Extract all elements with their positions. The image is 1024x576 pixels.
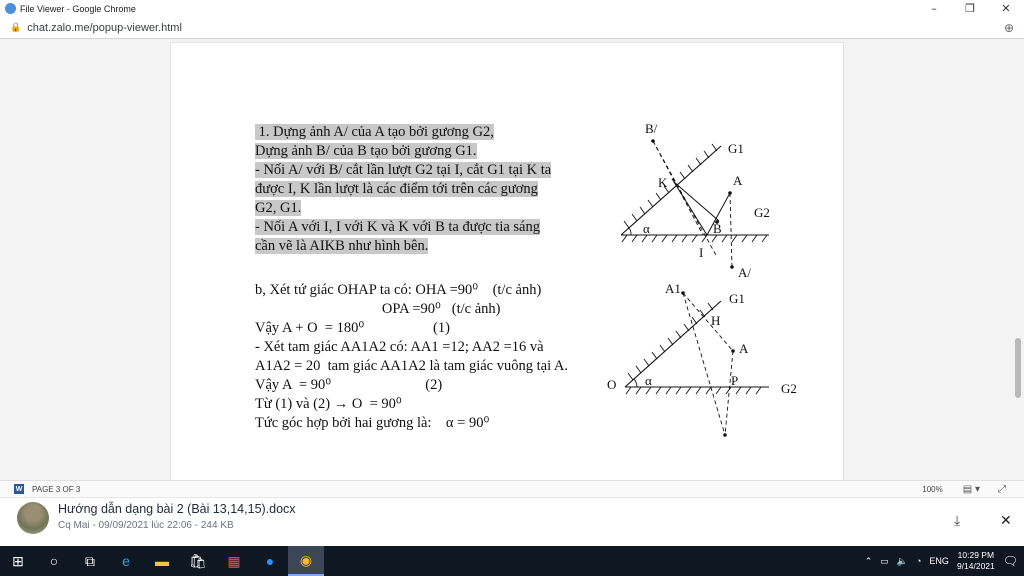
label-g2: G2 <box>754 205 770 220</box>
doc-line: Tức góc hợp bởi hai gương là: α = 90⁰ <box>255 415 490 431</box>
close-window-button[interactable]: ✕ <box>1001 2 1011 15</box>
label-a: A <box>739 341 749 356</box>
dashed-a1-a <box>683 293 733 351</box>
window-title: File Viewer - Google Chrome <box>20 3 136 14</box>
zoom-app-icon[interactable]: ● <box>265 553 275 569</box>
file-meta: Cq Mai - 09/09/2021 lúc 22:06 - 244 KB <box>58 520 234 531</box>
label-b: B <box>713 221 722 236</box>
doc-line: G2, G1. <box>255 200 302 216</box>
minimize-button[interactable]: – <box>931 2 937 15</box>
doc-line: b, Xét tứ giác OHAP ta có: OHA =90⁰ (t/c ảnh) <box>255 282 542 298</box>
file-name: Hướng dẫn dạng bài 2 (Bài 13,14,15).docx <box>58 502 296 516</box>
zoom-icon[interactable]: ⊕ <box>1003 20 1014 35</box>
battery-icon[interactable]: ▭ <box>880 555 889 566</box>
zoom-level[interactable]: 100% <box>922 484 943 494</box>
close-icon[interactable]: ✕ <box>1000 512 1012 528</box>
ray-k-b <box>674 182 719 221</box>
label-bprime: B/ <box>645 121 658 136</box>
address-bar <box>0 17 1024 39</box>
page-info: PAGE 3 OF 3 <box>32 484 81 494</box>
viewer-statusbar <box>0 480 1024 497</box>
label-g1: G1 <box>728 141 744 156</box>
doc-line: Vậy A + O = 180⁰ (1) <box>255 320 450 336</box>
mirror-g1-line <box>621 146 721 235</box>
zalo-app-icon <box>5 3 16 14</box>
point-a2 <box>723 433 727 437</box>
doc-line: Dựng ảnh B/ của B tạo bởi gương G1. <box>255 143 477 159</box>
task-view-icon[interactable]: ⧉ <box>85 552 95 569</box>
wifi-icon[interactable]: ◔ <box>915 556 922 566</box>
document-viewer[interactable] <box>0 40 1024 480</box>
tray-chevron-icon[interactable]: ⌃ <box>864 555 873 566</box>
label-g1: G1 <box>729 291 745 306</box>
notification-icon[interactable]: 🗨 <box>1002 554 1018 568</box>
doc-line: cần vẽ là AIKB như hình bên. <box>255 238 429 254</box>
part2-text <box>255 281 600 433</box>
system-tray <box>865 550 1024 572</box>
file-info-bar <box>0 497 1024 546</box>
lock-icon[interactable]: 🔒 <box>10 22 22 32</box>
fullscreen-icon[interactable]: ⤢ <box>998 483 1006 495</box>
doc-line: Từ (1) và (2) → O = 90⁰ <box>255 396 402 412</box>
point-a <box>731 349 735 353</box>
label-a: A <box>733 173 743 188</box>
avatar <box>17 502 49 534</box>
windows-start-icon[interactable]: ⊞ <box>12 552 24 569</box>
label-k: K <box>658 175 668 190</box>
doc-line: 1. Dựng ảnh A/ của A tạo bởi gương G2, <box>255 124 494 140</box>
doc-line: - Nối A/ với B/ cắt lần lượt G2 tại I, cắt G1 tại K ta <box>255 162 552 178</box>
doc-line: OPA =90⁰ (t/c ảnh) <box>255 301 501 317</box>
dashed-a-aprime <box>730 193 732 267</box>
app-icon[interactable]: ▦ <box>227 552 241 569</box>
part1-text <box>255 123 600 256</box>
label-g2: G2 <box>781 381 797 396</box>
label-aprime: A/ <box>738 265 751 280</box>
clock-date: 9/14/2021 <box>956 561 995 571</box>
doc-line: - Nối A với I, I với K và K với B ta được tia sáng <box>255 219 540 235</box>
point-a <box>728 191 732 195</box>
download-icon[interactable]: ⤓ <box>954 512 961 528</box>
label-h: H <box>711 313 721 328</box>
store-icon[interactable]: 🛍 <box>189 552 207 569</box>
window-titlebar <box>0 0 1024 17</box>
mirror-figure-1 <box>611 119 811 289</box>
label-alpha: α <box>645 373 652 388</box>
g2-hatching <box>622 235 767 242</box>
restore-button[interactable]: ❐ <box>965 2 975 15</box>
label-a1: A1 <box>665 281 681 296</box>
chrome-icon[interactable]: ◉ <box>288 546 324 576</box>
url-text[interactable]: chat.zalo.me/popup-viewer.html <box>27 21 182 34</box>
language-indicator[interactable]: ENG <box>929 556 949 566</box>
viewer-scrollbar[interactable] <box>1012 40 1024 480</box>
edge-icon[interactable]: e <box>122 553 130 569</box>
search-icon[interactable]: ○ <box>49 553 59 569</box>
doc-line: A1A2 = 20 tam giác AA1A2 là tam giác vuông tại A. <box>255 358 569 374</box>
label-p: P <box>731 373 739 388</box>
label-alpha: α <box>643 221 650 236</box>
doc-line: được I, K lần lượt là các điểm tới trên các gương <box>255 181 538 197</box>
document-page <box>170 42 844 480</box>
g1-hatching <box>628 303 713 380</box>
label-o: O <box>607 377 617 392</box>
mirror-figure-2 <box>603 279 813 439</box>
doc-line: Vậy A = 90⁰ (2) <box>255 377 443 393</box>
g1-hatching <box>624 144 717 228</box>
ray-i-k <box>674 182 707 235</box>
label-i: I <box>699 245 704 260</box>
scrollbar-thumb[interactable] <box>1015 338 1021 398</box>
view-mode-icon[interactable]: ▤ ▾ <box>962 483 980 495</box>
point-a1 <box>681 291 685 295</box>
windows-taskbar <box>0 546 1024 576</box>
g2-hatching <box>626 387 761 394</box>
point-bprime <box>651 139 655 143</box>
doc-line: - Xét tam giác AA1A2 có: AA1 =12; AA2 =16 và <box>255 339 544 355</box>
volume-icon[interactable]: 🔈 <box>896 555 908 566</box>
clock[interactable] <box>957 550 995 572</box>
word-doc-icon: W <box>15 485 23 493</box>
file-explorer-icon[interactable]: ▬ <box>155 553 169 569</box>
point-aprime <box>730 265 734 269</box>
clock-time: 10:29 PM <box>957 550 995 560</box>
